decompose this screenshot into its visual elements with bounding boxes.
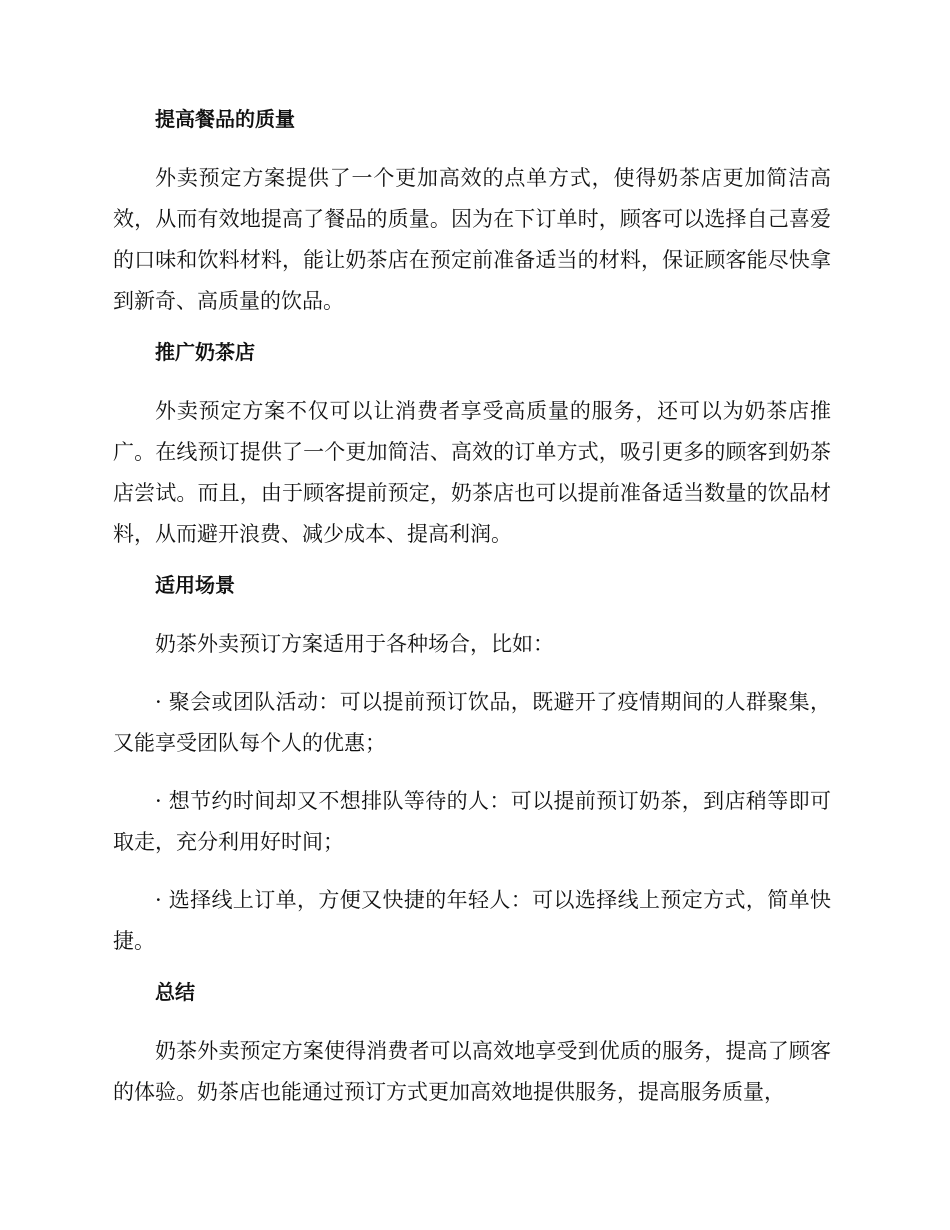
section-heading: 推广奶茶店 xyxy=(155,340,255,364)
document-page xyxy=(113,106,831,1130)
section-heading: 适用场景 xyxy=(155,573,235,597)
section-heading: 提高餐品的质量 xyxy=(155,107,295,131)
section-quality xyxy=(113,106,831,322)
section-summary xyxy=(113,979,831,1113)
section-promotion xyxy=(113,339,831,555)
paragraph: 外卖预定方案提供了一个更加高效的点单方式，使得奶茶店更加简洁高效，从而有效地提高了餐品的质量。因为在下订单时，顾客可以选择自己喜爱的口味和饮料材料，能让奶茶店在预定前准备适当的材料，保证顾客能尽快拿到新奇、高质量的饮品。 xyxy=(113,166,831,313)
list-item: · 聚会或团队活动：可以提前预订饮品，既避开了疫情期间的人群聚集，又能享受团队每个人的优惠； xyxy=(113,690,831,755)
list-item: · 选择线上订单，方便又快捷的年轻人：可以选择线上预定方式，简单快捷。 xyxy=(113,888,831,953)
paragraph: 奶茶外卖预定方案使得消费者可以高效地享受到优质的服务，提高了顾客的体验。奶茶店也能通过预订方式更加高效地提供服务，提高服务质量， xyxy=(113,1039,831,1104)
section-heading: 总结 xyxy=(155,980,195,1004)
section-scenarios xyxy=(113,572,831,962)
paragraph: 奶茶外卖预订方案适用于各种场合，比如： xyxy=(155,632,554,656)
list-item: · 想节约时间却又不想排队等待的人：可以提前预订奶茶，到店稍等即可取走，充分利用好时间； xyxy=(113,789,831,854)
paragraph: 外卖预定方案不仅可以让消费者享受高质量的服务，还可以为奶茶店推广。在线预订提供了一个更加简洁、高效的订单方式，吸引更多的顾客到奶茶店尝试。而且，由于顾客提前预定，奶茶店也可以提前准备适当数量的饮品材料，从而避开浪费、减少成本、提高利润。 xyxy=(113,399,831,546)
